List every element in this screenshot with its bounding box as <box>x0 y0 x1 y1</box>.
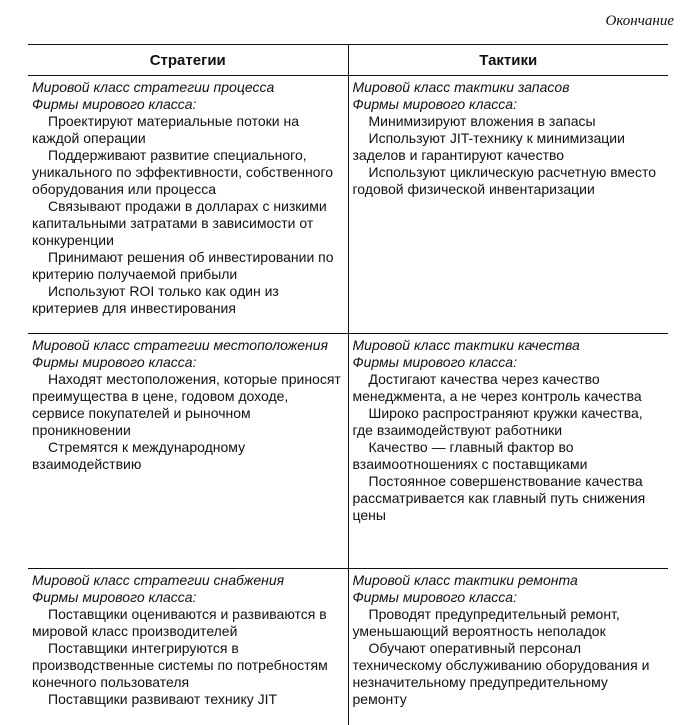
list-item: Поставщики интегрируются в производственные системы по потребностям конечного пользователя <box>32 640 328 690</box>
strategy-subtitle: Фирмы мирового класса: <box>32 354 197 370</box>
tactic-title: Мировой класс тактики качества <box>352 337 580 353</box>
list-item: Принимают решения об инвестировании по критерию получаемой прибыли <box>32 249 334 282</box>
list-item: Проводят предупредительный ремонт, уменьшающий вероятность неполадок <box>352 606 620 639</box>
header-tactics: Тактики <box>479 51 538 69</box>
list-item: Широко распространяют кружки качества, где взаимодействуют работники <box>352 405 643 438</box>
tactic-subtitle: Фирмы мирового класса: <box>352 354 517 370</box>
list-item: Минимизируют вложения в запасы <box>368 113 596 129</box>
strategy-tactics-table <box>28 44 668 725</box>
strategy-title: Мировой класс стратегии процесса <box>32 79 275 95</box>
list-item: Используют циклическую расчетную вместо годовой физической инвентаризации <box>352 164 656 197</box>
strategy-title: Мировой класс стратегии снабжения <box>32 572 285 588</box>
strategy-cell <box>28 334 349 568</box>
list-item: Достигают качества через качество менеджмента, а не через контроль качества <box>352 371 642 404</box>
strategy-title: Мировой класс стратегии местоположения <box>32 337 329 353</box>
list-item: Проектируют материальные потоки на каждой операции <box>32 113 299 146</box>
list-item: Обучают оперативный персонал техническому обслуживанию оборудования и незначительному предупредительному ремонту <box>352 640 650 707</box>
tactic-cell <box>349 334 669 568</box>
tactic-title: Мировой класс тактики ремонта <box>352 572 578 588</box>
table-header <box>28 45 668 76</box>
list-item: Используют ROI только как один из критериев для инвестирования <box>32 283 279 316</box>
table-row <box>28 76 668 334</box>
list-item: Постоянное совершенствование качества рассматривается как главный путь снижения цены <box>352 473 646 523</box>
list-item: Стремятся к международному взаимодействию <box>32 439 246 472</box>
tactic-cell <box>349 569 669 725</box>
tactic-subtitle: Фирмы мирового класса: <box>352 589 517 605</box>
strategy-subtitle: Фирмы мирового класса: <box>32 96 197 112</box>
strategy-cell <box>28 76 349 333</box>
tactic-cell <box>349 76 669 333</box>
header-strategies: Стратегии <box>28 45 349 75</box>
list-item: Поставщики развивают технику JIT <box>48 691 278 707</box>
page-caption: Окончание <box>605 13 674 29</box>
table-row <box>28 569 668 725</box>
list-item: Поддерживают развитие специального, уникального по эффективности, собственного оборудования или процесса <box>32 147 334 197</box>
tactic-subtitle: Фирмы мирового класса: <box>352 96 517 112</box>
list-item: Качество — главный фактор во взаимоотношениях с поставщиками <box>352 439 588 472</box>
strategy-cell <box>28 569 349 725</box>
strategy-subtitle: Фирмы мирового класса: <box>32 589 197 605</box>
list-item: Находят местоположения, которые приносят преимущества в цене, годовом доходе, сервисе покупателей и рыночном проникновении <box>32 371 341 438</box>
tactic-title: Мировой класс тактики запасов <box>352 79 570 95</box>
list-item: Используют JIT-технику к минимизации заделов и гарантируют качество <box>352 130 625 163</box>
list-item: Поставщики оцениваются и развиваются в мировой класс производителей <box>32 606 327 639</box>
list-item: Связывают продажи в долларах с низкими капитальными затратами в зависимости от конкуренции <box>32 198 327 248</box>
table-row <box>28 334 668 569</box>
